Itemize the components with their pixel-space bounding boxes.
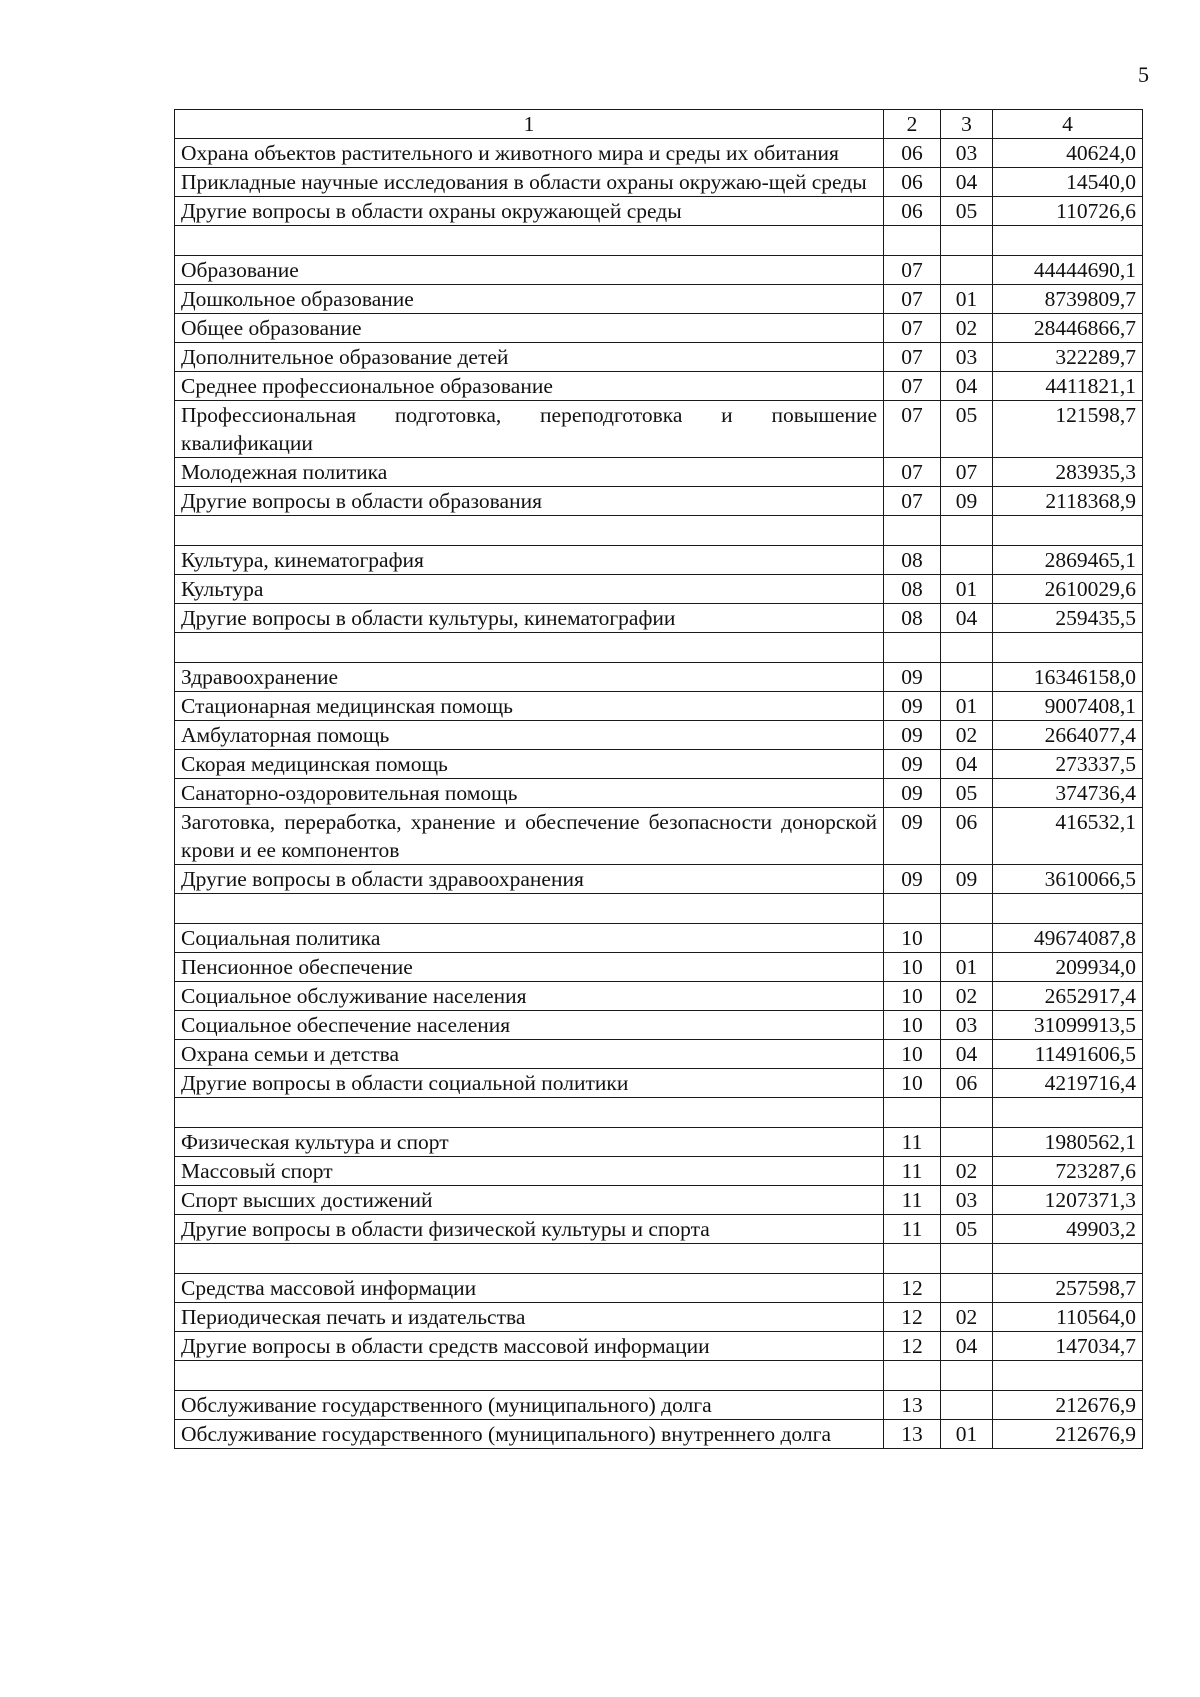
row-name-cell: Другие вопросы в области образования: [175, 487, 884, 516]
empty-cell: [884, 1361, 941, 1391]
row-name-cell: Обслуживание государственного (муниципального) долга: [175, 1391, 884, 1420]
section-code-cell: 12: [884, 1332, 941, 1361]
table-spacer-row: [175, 226, 1143, 256]
table-row: [175, 1040, 1143, 1069]
subsection-code-cell: 04: [941, 1040, 993, 1069]
table-spacer-row: [175, 633, 1143, 663]
table-row: [175, 808, 1143, 865]
empty-cell: [941, 1361, 993, 1391]
amount-cell: 31099913,5: [993, 1011, 1143, 1040]
table-row: [175, 1420, 1143, 1449]
amount-cell: 14540,0: [993, 168, 1143, 197]
row-name-cell: Профессиональная подготовка, переподготовка и повышение квалификации: [175, 401, 884, 458]
row-name-cell: Здравоохранение: [175, 663, 884, 692]
subsection-code-cell: 04: [941, 372, 993, 401]
section-code-cell: 07: [884, 372, 941, 401]
subsection-code-cell: 05: [941, 1215, 993, 1244]
table-row: [175, 604, 1143, 633]
section-code-cell: 07: [884, 285, 941, 314]
column-header-amount: 4: [993, 110, 1143, 139]
section-code-cell: 07: [884, 487, 941, 516]
table-row: [175, 1128, 1143, 1157]
subsection-code-cell: 01: [941, 285, 993, 314]
amount-cell: 44444690,1: [993, 256, 1143, 285]
row-name-cell: Скорая медицинская помощь: [175, 750, 884, 779]
row-name-cell: Общее образование: [175, 314, 884, 343]
amount-cell: 11491606,5: [993, 1040, 1143, 1069]
table-row: [175, 1303, 1143, 1332]
table-spacer-row: [175, 1361, 1143, 1391]
empty-cell: [941, 226, 993, 256]
amount-cell: 4411821,1: [993, 372, 1143, 401]
section-code-cell: 09: [884, 779, 941, 808]
subsection-code-cell: [941, 1391, 993, 1420]
amount-cell: 2664077,4: [993, 721, 1143, 750]
row-name-cell: Другие вопросы в области культуры, кинематографии: [175, 604, 884, 633]
empty-cell: [175, 516, 884, 546]
amount-cell: 259435,5: [993, 604, 1143, 633]
amount-cell: 2652917,4: [993, 982, 1143, 1011]
section-code-cell: 09: [884, 663, 941, 692]
budget-table: [174, 109, 1143, 1449]
section-code-cell: 07: [884, 458, 941, 487]
table-row: [175, 343, 1143, 372]
subsection-code-cell: 03: [941, 343, 993, 372]
table-row: [175, 1186, 1143, 1215]
section-code-cell: 10: [884, 1011, 941, 1040]
section-code-cell: 09: [884, 808, 941, 865]
table-row: [175, 953, 1143, 982]
table-row: [175, 1274, 1143, 1303]
subsection-code-cell: 02: [941, 1303, 993, 1332]
section-code-cell: 11: [884, 1186, 941, 1215]
empty-cell: [941, 1244, 993, 1274]
table-spacer-row: [175, 1098, 1143, 1128]
amount-cell: 273337,5: [993, 750, 1143, 779]
amount-cell: 147034,7: [993, 1332, 1143, 1361]
subsection-code-cell: 07: [941, 458, 993, 487]
row-name-cell: Обслуживание государственного (муниципального) внутреннего долга: [175, 1420, 884, 1449]
section-code-cell: 07: [884, 401, 941, 458]
row-name-cell: Социальная политика: [175, 924, 884, 953]
subsection-code-cell: [941, 546, 993, 575]
empty-cell: [884, 516, 941, 546]
row-name-cell: Физическая культура и спорт: [175, 1128, 884, 1157]
row-name-cell: Заготовка, переработка, хранение и обеспечение безопасности донорской крови и ее компонентов: [175, 808, 884, 865]
amount-cell: 3610066,5: [993, 865, 1143, 894]
subsection-code-cell: 04: [941, 1332, 993, 1361]
section-code-cell: 10: [884, 924, 941, 953]
table-header-row: [175, 110, 1143, 139]
table-row: [175, 692, 1143, 721]
page-number: 5: [1138, 62, 1149, 87]
table-row: [175, 139, 1143, 168]
empty-cell: [175, 226, 884, 256]
column-header-name: 1: [175, 110, 884, 139]
section-code-cell: 06: [884, 197, 941, 226]
section-code-cell: 07: [884, 343, 941, 372]
section-code-cell: 12: [884, 1274, 941, 1303]
amount-cell: 212676,9: [993, 1391, 1143, 1420]
row-name-cell: Другие вопросы в области социальной политики: [175, 1069, 884, 1098]
empty-cell: [884, 226, 941, 256]
section-code-cell: 13: [884, 1391, 941, 1420]
amount-cell: 49903,2: [993, 1215, 1143, 1244]
subsection-code-cell: 02: [941, 314, 993, 343]
empty-cell: [993, 516, 1143, 546]
section-code-cell: 10: [884, 1040, 941, 1069]
empty-cell: [941, 894, 993, 924]
row-name-cell: Культура: [175, 575, 884, 604]
table-row: [175, 314, 1143, 343]
subsection-code-cell: [941, 256, 993, 285]
row-name-cell: Культура, кинематография: [175, 546, 884, 575]
empty-cell: [941, 633, 993, 663]
amount-cell: 1980562,1: [993, 1128, 1143, 1157]
amount-cell: 322289,7: [993, 343, 1143, 372]
row-name-cell: Дополнительное образование детей: [175, 343, 884, 372]
section-code-cell: 07: [884, 314, 941, 343]
section-code-cell: 06: [884, 168, 941, 197]
row-name-cell: Образование: [175, 256, 884, 285]
table-row: [175, 575, 1143, 604]
subsection-code-cell: 03: [941, 1186, 993, 1215]
section-code-cell: 09: [884, 721, 941, 750]
section-code-cell: 13: [884, 1420, 941, 1449]
amount-cell: 121598,7: [993, 401, 1143, 458]
section-code-cell: 07: [884, 256, 941, 285]
subsection-code-cell: 09: [941, 487, 993, 516]
amount-cell: 257598,7: [993, 1274, 1143, 1303]
row-name-cell: Прикладные научные исследования в области охраны окружаю-щей среды: [175, 168, 884, 197]
section-code-cell: 08: [884, 575, 941, 604]
amount-cell: 374736,4: [993, 779, 1143, 808]
subsection-code-cell: 03: [941, 1011, 993, 1040]
table-spacer-row: [175, 1244, 1143, 1274]
empty-cell: [993, 1098, 1143, 1128]
subsection-code-cell: 06: [941, 808, 993, 865]
subsection-code-cell: 02: [941, 721, 993, 750]
row-name-cell: Стационарная медицинская помощь: [175, 692, 884, 721]
subsection-code-cell: 01: [941, 692, 993, 721]
table-spacer-row: [175, 516, 1143, 546]
subsection-code-cell: 02: [941, 1157, 993, 1186]
subsection-code-cell: 05: [941, 197, 993, 226]
row-name-cell: Охрана семьи и детства: [175, 1040, 884, 1069]
section-code-cell: 12: [884, 1303, 941, 1332]
table-row: [175, 1069, 1143, 1098]
empty-cell: [884, 633, 941, 663]
row-name-cell: Социальное обслуживание населения: [175, 982, 884, 1011]
row-name-cell: Другие вопросы в области физической культуры и спорта: [175, 1215, 884, 1244]
amount-cell: 4219716,4: [993, 1069, 1143, 1098]
empty-cell: [993, 894, 1143, 924]
subsection-code-cell: [941, 1128, 993, 1157]
empty-cell: [175, 633, 884, 663]
table-row: [175, 487, 1143, 516]
subsection-code-cell: 03: [941, 139, 993, 168]
table-row: [175, 1332, 1143, 1361]
amount-cell: 283935,3: [993, 458, 1143, 487]
table-row: [175, 1157, 1143, 1186]
empty-cell: [175, 894, 884, 924]
section-code-cell: 09: [884, 865, 941, 894]
table-row: [175, 750, 1143, 779]
empty-cell: [175, 1244, 884, 1274]
subsection-code-cell: 05: [941, 779, 993, 808]
subsection-code-cell: 04: [941, 750, 993, 779]
row-name-cell: Среднее профессиональное образование: [175, 372, 884, 401]
row-name-cell: Средства массовой информации: [175, 1274, 884, 1303]
subsection-code-cell: 04: [941, 604, 993, 633]
table-row: [175, 546, 1143, 575]
empty-cell: [993, 1361, 1143, 1391]
table-row: [175, 1215, 1143, 1244]
section-code-cell: 10: [884, 953, 941, 982]
amount-cell: 16346158,0: [993, 663, 1143, 692]
row-name-cell: Молодежная политика: [175, 458, 884, 487]
table-row: [175, 285, 1143, 314]
empty-cell: [993, 633, 1143, 663]
amount-cell: 110726,6: [993, 197, 1143, 226]
subsection-code-cell: 05: [941, 401, 993, 458]
section-code-cell: 09: [884, 692, 941, 721]
amount-cell: 28446866,7: [993, 314, 1143, 343]
empty-cell: [993, 1244, 1143, 1274]
amount-cell: 2118368,9: [993, 487, 1143, 516]
section-code-cell: 11: [884, 1128, 941, 1157]
table-row: [175, 721, 1143, 750]
amount-cell: 2610029,6: [993, 575, 1143, 604]
amount-cell: 723287,6: [993, 1157, 1143, 1186]
subsection-code-cell: [941, 924, 993, 953]
row-name-cell: Массовый спорт: [175, 1157, 884, 1186]
empty-cell: [884, 894, 941, 924]
amount-cell: 209934,0: [993, 953, 1143, 982]
subsection-code-cell: 04: [941, 168, 993, 197]
amount-cell: 2869465,1: [993, 546, 1143, 575]
empty-cell: [884, 1244, 941, 1274]
table-body: [175, 139, 1143, 1449]
row-name-cell: Другие вопросы в области здравоохранения: [175, 865, 884, 894]
subsection-code-cell: 02: [941, 982, 993, 1011]
table-row: [175, 168, 1143, 197]
row-name-cell: Санаторно-оздоровительная помощь: [175, 779, 884, 808]
row-name-cell: Спорт высших достижений: [175, 1186, 884, 1215]
amount-cell: 212676,9: [993, 1420, 1143, 1449]
table-row: [175, 1391, 1143, 1420]
table-spacer-row: [175, 894, 1143, 924]
empty-cell: [993, 226, 1143, 256]
row-name-cell: Социальное обеспечение населения: [175, 1011, 884, 1040]
subsection-code-cell: 01: [941, 953, 993, 982]
subsection-code-cell: 09: [941, 865, 993, 894]
table-row: [175, 779, 1143, 808]
subsection-code-cell: 06: [941, 1069, 993, 1098]
subsection-code-cell: 01: [941, 1420, 993, 1449]
table-row: [175, 372, 1143, 401]
amount-cell: 9007408,1: [993, 692, 1143, 721]
amount-cell: 416532,1: [993, 808, 1143, 865]
subsection-code-cell: [941, 1274, 993, 1303]
row-name-cell: Охрана объектов растительного и животного мира и среды их обитания: [175, 139, 884, 168]
subsection-code-cell: 01: [941, 575, 993, 604]
amount-cell: 1207371,3: [993, 1186, 1143, 1215]
amount-cell: 110564,0: [993, 1303, 1143, 1332]
row-name-cell: Пенсионное обеспечение: [175, 953, 884, 982]
table-row: [175, 663, 1143, 692]
amount-cell: 40624,0: [993, 139, 1143, 168]
table-row: [175, 256, 1143, 285]
amount-cell: 49674087,8: [993, 924, 1143, 953]
empty-cell: [941, 516, 993, 546]
section-code-cell: 10: [884, 982, 941, 1011]
section-code-cell: 06: [884, 139, 941, 168]
table-row: [175, 865, 1143, 894]
empty-cell: [941, 1098, 993, 1128]
table-row: [175, 197, 1143, 226]
section-code-cell: 08: [884, 604, 941, 633]
empty-cell: [884, 1098, 941, 1128]
table-row: [175, 924, 1143, 953]
column-header-subsection: 3: [941, 110, 993, 139]
empty-cell: [175, 1361, 884, 1391]
column-header-section: 2: [884, 110, 941, 139]
subsection-code-cell: [941, 663, 993, 692]
row-name-cell: Амбулаторная помощь: [175, 721, 884, 750]
amount-cell: 8739809,7: [993, 285, 1143, 314]
table-row: [175, 401, 1143, 458]
row-name-cell: Периодическая печать и издательства: [175, 1303, 884, 1332]
section-code-cell: 11: [884, 1157, 941, 1186]
section-code-cell: 10: [884, 1069, 941, 1098]
empty-cell: [175, 1098, 884, 1128]
table-row: [175, 982, 1143, 1011]
section-code-cell: 09: [884, 750, 941, 779]
section-code-cell: 08: [884, 546, 941, 575]
section-code-cell: 11: [884, 1215, 941, 1244]
table-row: [175, 458, 1143, 487]
row-name-cell: Дошкольное образование: [175, 285, 884, 314]
row-name-cell: Другие вопросы в области охраны окружающей среды: [175, 197, 884, 226]
table-row: [175, 1011, 1143, 1040]
row-name-cell: Другие вопросы в области средств массовой информации: [175, 1332, 884, 1361]
